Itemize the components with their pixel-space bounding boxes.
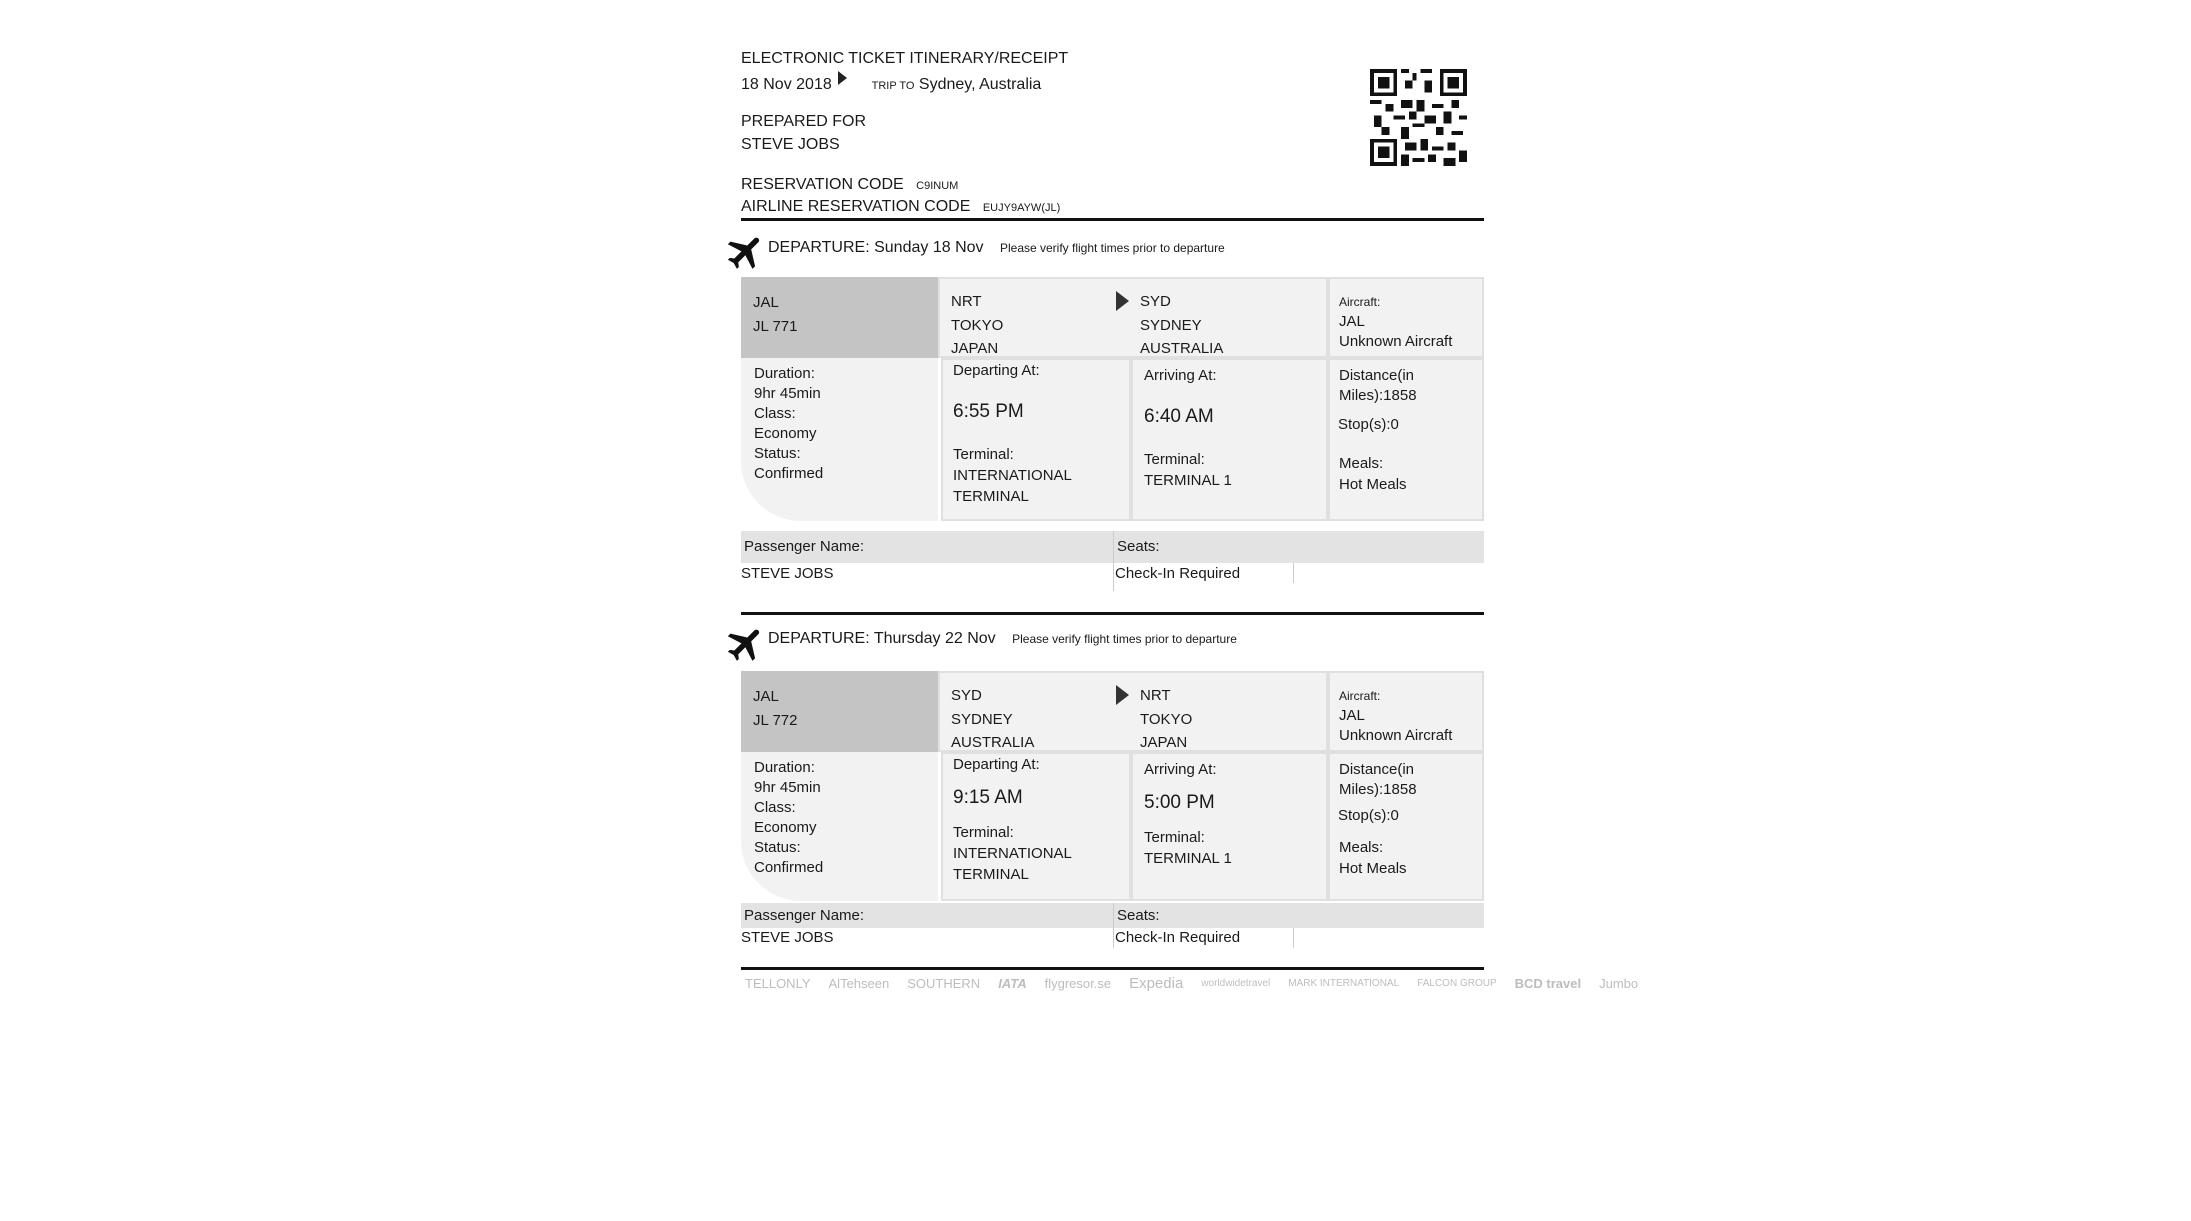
partner-logo: Expedia <box>1129 975 1184 992</box>
partner-logo: TELLONLY <box>745 976 811 991</box>
aircraft-type: Unknown Aircraft <box>1339 727 1453 744</box>
itinerary-date-line <box>741 71 1041 98</box>
origin-code: NRT <box>951 293 982 310</box>
duration: 9hr 45min <box>754 779 821 796</box>
departure-day: Thursday 22 Nov <box>873 630 996 647</box>
class-label: Class: <box>754 799 796 816</box>
partner-logo: flygresor.se <box>1044 976 1112 991</box>
departing-time: 6:55 PM <box>953 401 1024 422</box>
origin-code: SYD <box>951 687 982 704</box>
status: Confirmed <box>754 465 824 482</box>
flight-1-departure-heading <box>768 236 1225 260</box>
departing-cell <box>941 358 1131 521</box>
aircraft-label: Aircraft: <box>1339 295 1381 309</box>
meals-label: Meals: <box>1339 839 1384 856</box>
arriving-cell <box>1131 358 1328 521</box>
meals-label: Meals: <box>1339 455 1384 472</box>
origin-city: SYDNEY <box>951 711 1013 728</box>
itinerary-date: 18 Nov 2018 <box>741 76 832 93</box>
flight-2-passenger-header <box>741 903 1484 928</box>
distance-label: Distance(in <box>1339 367 1415 384</box>
stops: Stop(s):0 <box>1338 807 1399 824</box>
route-arrow-icon <box>1116 291 1129 311</box>
duration-label: Duration: <box>754 759 815 776</box>
seats-value: Check-In Required <box>1115 929 1241 946</box>
passenger-name: STEVE JOBS <box>741 929 834 946</box>
distance-cell <box>1328 752 1484 901</box>
status-label: Status: <box>754 839 801 856</box>
seats-label: Seats: <box>1117 538 1160 555</box>
departure-terminal: INTERNATIONAL <box>953 467 1072 484</box>
aircraft-label: Aircraft: <box>1339 689 1381 703</box>
airline: JAL <box>753 294 779 311</box>
partner-logo: FALCON GROUP <box>1417 978 1497 989</box>
prepared-for-label: PREPARED FOR <box>741 113 867 130</box>
arriving-cell <box>1131 752 1328 901</box>
aircraft-type: Unknown Aircraft <box>1339 333 1453 350</box>
class-label: Class: <box>754 405 796 422</box>
meals: Hot Meals <box>1339 476 1407 493</box>
flight-2-details <box>741 671 1484 901</box>
footer-divider <box>741 967 1484 970</box>
airline-reservation-code-label: AIRLINE RESERVATION CODE <box>741 198 971 215</box>
header-divider <box>741 218 1484 221</box>
arrival-terminal: TERMINAL 1 <box>1144 850 1232 867</box>
seats-label: Seats: <box>1117 907 1160 924</box>
triangle-right-icon <box>838 71 847 85</box>
verify-notice: Please verify flight times prior to departure <box>1012 632 1237 646</box>
flight-1-details <box>741 277 1484 521</box>
departing-time: 9:15 AM <box>953 787 1023 808</box>
route-cell <box>938 671 1328 752</box>
airline: JAL <box>753 688 779 705</box>
flight-info-cell <box>741 358 938 521</box>
trip-to-destination: Sydney, Australia <box>918 76 1042 93</box>
distance-cell <box>1328 358 1484 521</box>
partner-logo: IATA <box>998 976 1027 991</box>
distance-label: Distance(in <box>1339 761 1415 778</box>
route-cell <box>938 277 1328 358</box>
departing-label: Departing At: <box>953 362 1040 379</box>
departing-cell <box>941 752 1131 901</box>
meals: Hot Meals <box>1339 860 1407 877</box>
departure-day: Sunday 18 Nov <box>874 239 984 256</box>
aircraft-cell <box>1328 277 1484 358</box>
departure-terminal-line-2: TERMINAL <box>953 488 1029 505</box>
arrival-terminal: TERMINAL 1 <box>1144 472 1232 489</box>
aircraft-cell <box>1328 671 1484 752</box>
flight-2-departure-heading <box>768 627 1237 651</box>
passenger-name-label: Passenger Name: <box>744 907 865 924</box>
destination-country: JAPAN <box>1140 734 1188 751</box>
airline-reservation-code: EUJY9AYW(JL) <box>982 202 1061 214</box>
partner-logo: AlTehseen <box>828 976 890 991</box>
trip-to-label: TRIP TO <box>871 80 915 92</box>
destination-code: NRT <box>1140 687 1171 704</box>
destination-city: TOKYO <box>1140 711 1193 728</box>
passenger-name: STEVE JOBS <box>741 565 834 582</box>
departure-terminal-label: Terminal: <box>953 446 1014 463</box>
aircraft-airline: JAL <box>1339 313 1365 330</box>
departure-terminal-label: Terminal: <box>953 824 1014 841</box>
partner-logos <box>745 975 1638 992</box>
passenger-name-label: Passenger Name: <box>744 538 865 555</box>
destination-city: SYDNEY <box>1140 317 1202 334</box>
departure-terminal: INTERNATIONAL <box>953 845 1072 862</box>
partner-logo: SOUTHERN <box>907 976 981 991</box>
departure-label: DEPARTURE: <box>768 239 870 256</box>
flight-info-cell <box>741 752 938 901</box>
flight-number: JL 771 <box>753 318 798 335</box>
destination-country: AUSTRALIA <box>1140 340 1224 357</box>
distance: Miles):1858 <box>1339 781 1417 798</box>
arriving-time: 6:40 AM <box>1144 406 1214 427</box>
destination-code: SYD <box>1140 293 1171 310</box>
partner-logo: worldwidetravel <box>1201 978 1271 989</box>
arriving-time: 5:00 PM <box>1144 792 1215 813</box>
origin-city: TOKYO <box>951 317 1004 334</box>
origin-country: AUSTRALIA <box>951 734 1035 751</box>
stops: Stop(s):0 <box>1338 416 1399 433</box>
airplane-icon <box>724 230 768 274</box>
arrival-terminal-label: Terminal: <box>1144 829 1205 846</box>
departure-label: DEPARTURE: <box>768 630 870 647</box>
arriving-label: Arriving At: <box>1144 367 1217 384</box>
reservation-code: C9INUM <box>916 180 959 192</box>
verify-notice: Please verify flight times prior to departure <box>999 241 1225 255</box>
departure-terminal-line-2: TERMINAL <box>953 866 1029 883</box>
reservation-code-label: RESERVATION CODE <box>741 176 904 193</box>
flight-1-passenger-header <box>741 531 1484 563</box>
status-label: Status: <box>754 445 801 462</box>
flight-number-cell <box>741 277 938 358</box>
class: Economy <box>754 819 817 836</box>
duration: 9hr 45min <box>754 385 821 402</box>
arrival-terminal-label: Terminal: <box>1144 451 1205 468</box>
departing-label: Departing At: <box>953 756 1040 773</box>
flight-number: JL 772 <box>753 712 798 729</box>
airline-reservation-code-row <box>741 195 1060 220</box>
section-divider <box>741 612 1484 615</box>
distance: Miles):1858 <box>1339 387 1417 404</box>
class: Economy <box>754 425 817 442</box>
arriving-label: Arriving At: <box>1144 761 1217 778</box>
flight-number-cell <box>741 671 938 752</box>
partner-logo: Jumbo <box>1599 976 1639 991</box>
qr-code-icon <box>1370 69 1467 166</box>
aircraft-airline: JAL <box>1339 707 1365 724</box>
prepared-for-name: STEVE JOBS <box>741 136 840 153</box>
airplane-icon <box>724 622 768 666</box>
origin-country: JAPAN <box>951 340 999 357</box>
partner-logo: BCD travel <box>1514 976 1582 991</box>
partner-logo: MARK INTERNATIONAL <box>1288 978 1400 989</box>
duration-label: Duration: <box>754 365 815 382</box>
status: Confirmed <box>754 859 824 876</box>
seats-value: Check-In Required <box>1115 565 1241 582</box>
document-title: ELECTRONIC TICKET ITINERARY/RECEIPT <box>741 50 1069 67</box>
route-arrow-icon <box>1116 685 1129 705</box>
